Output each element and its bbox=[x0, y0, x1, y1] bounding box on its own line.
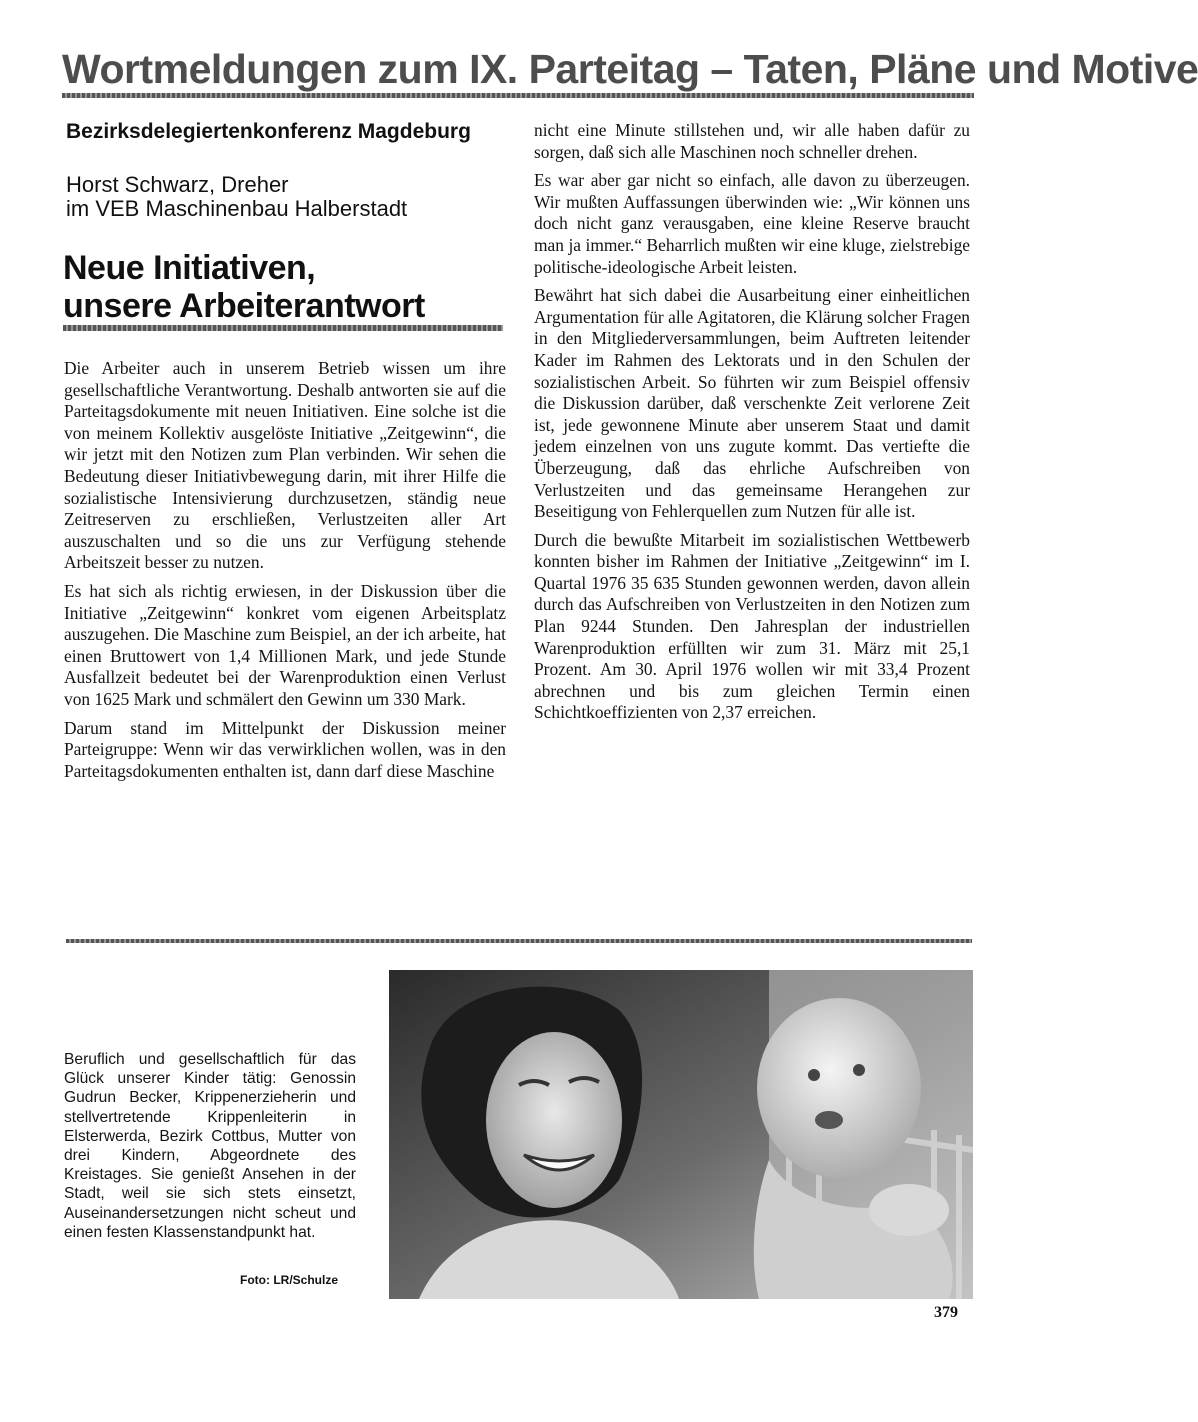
headline-rule bbox=[63, 325, 503, 331]
photo-woman-with-baby bbox=[389, 970, 973, 1299]
article-column-right bbox=[534, 120, 970, 731]
paragraph: Es hat sich als richtig erwiesen, in der Diskussion über die Initiative „Zeitgewinn“ konkret vom eigenen Arbeitsplatz auszugehen. Die Maschine zum Beispiel, an der ich arbeite, hat einen Bruttowert von 1,4 Millionen Mark, und jede Stunde Ausfallzeit bedeutet bei der Warenproduktion einen Verlust von 1625 Mark und schmälert den Gewinn um 330 Mark. bbox=[64, 580, 506, 709]
header-rule bbox=[62, 93, 974, 98]
author-affiliation: im VEB Maschinenbau Halberstadt bbox=[66, 196, 408, 221]
section-divider-rule bbox=[66, 939, 972, 943]
section-header-title: Wortmeldungen zum IX. Parteitag – Taten, Pläne und Motive bbox=[62, 46, 1198, 92]
conference-label: Bezirksdelegiertenkonferenz Magdeburg bbox=[66, 120, 471, 143]
photo-credit: Foto: LR/Schulze bbox=[240, 1273, 338, 1287]
paragraph: Die Arbeiter auch in unserem Betrieb wissen um ihre gesellschaftliche Verantwortung. Deshalb antworten sie auf die Parteitagsdokumente mit neuen Initiativen. Eine solche ist die von meinem Kollektiv ausgelöste Initiative „Zeitgewinn“, die wir jetzt mit den Notizen zum Plan verbinden. Wir sehen die Bedeutung dieser Initiativbewegung darin, mit ihrer Hilfe die sozialistische Intensivierung durchzusetzen, ständig neue Zeitreserven zu erschließen, Verlustzeiten aller Art auszuschalten und so die uns zur Verfügung stehende Arbeitszeit besser zu nutzen. bbox=[64, 358, 506, 573]
paragraph: Durch die bewußte Mitarbeit im sozialistischen Wettbewerb konnten bisher im Rahmen der Initiative „Zeitgewinn“ im I. Quartal 1976 35 635 Stunden gewonnen werden, davon allein durch das Aufschreiben von Verlustzeiten in den Notizen zum Plan 9244 Stunden. Den Jahresplan der industriellen Warenproduktion erfüllten wir zum 31. März mit 25,1 Prozent. Am 30. April 1976 wollen wir mit 33,4 Prozent abrechnen und bis zum gleichen Termin einen Schichtkoeffizienten von 2,37 erreichen. bbox=[534, 529, 970, 723]
article-headline-line-1: Neue Initiativen, bbox=[63, 249, 316, 287]
article-column-left bbox=[64, 358, 506, 789]
photo-caption bbox=[64, 1050, 356, 1242]
caption-text: Beruflich und gesellschaftlich für das Glück unserer Kinder tätig: Genossin Gudrun Becker, Krippenerzieherin und stellvertretende Krippenleiterin in Elsterwerda, Bezirk Cottbus, Mutter von drei Kindern, Abgeordnete des Kreistages. Sie genießt Ansehen in der Stadt, weil sie sich stets einsetzt, Auseinandersetzungen nicht scheut und einen festen Klassenstandpunkt hat. bbox=[64, 1051, 356, 1241]
page-number: 379 bbox=[934, 1304, 958, 1321]
paragraph: Darum stand im Mittelpunkt der Diskussion meiner Parteigruppe: Wenn wir das verwirklichen wollen, was in den Parteitagsdokumenten enthalten ist, dann darf diese Maschine bbox=[64, 717, 506, 781]
paragraph: Es war aber gar nicht so einfach, alle davon zu überzeugen. Wir mußten Auffassungen überwinden wie: „Wir können uns doch nicht ganz verausgaben, eine kleine Reserve braucht man ja immer.“ Beharrlich mußten wir eine kluge, zielstrebige politische-ideologische Arbeit leisten. bbox=[534, 170, 970, 277]
article-headline-line-2: unsere Arbeiterantwort bbox=[63, 287, 425, 325]
author-name: Horst Schwarz, Dreher bbox=[66, 172, 289, 197]
paragraph: nicht eine Minute stillstehen und, wir alle haben dafür zu sorgen, daß sich alle Maschinen noch schneller drehen. bbox=[534, 120, 970, 162]
paragraph: Bewährt hat sich dabei die Ausarbeitung einer einheitlichen Argumentation für alle Agitatoren, die Klärung solcher Fragen in den Mitgliederversammlungen, beim Auftreten leitender Kader im Rahmen des Lektorats und in den Schulen der sozialistischen Arbeit. So führten wir zum Beispiel offensiv die Diskussion darüber, daß verschenkte Zeit verlorene Zeit ist, jede gewonnene Minute aber unserem Staat und damit jedem einzelnen von uns zugute kommt. Das vertiefte die Überzeugung, daß das ehrliche Aufschreiben von Verlustzeiten und das gemeinsame Herangehen zur Beseitigung von Fehlerquellen zum Nutzen für alle ist. bbox=[534, 285, 970, 522]
